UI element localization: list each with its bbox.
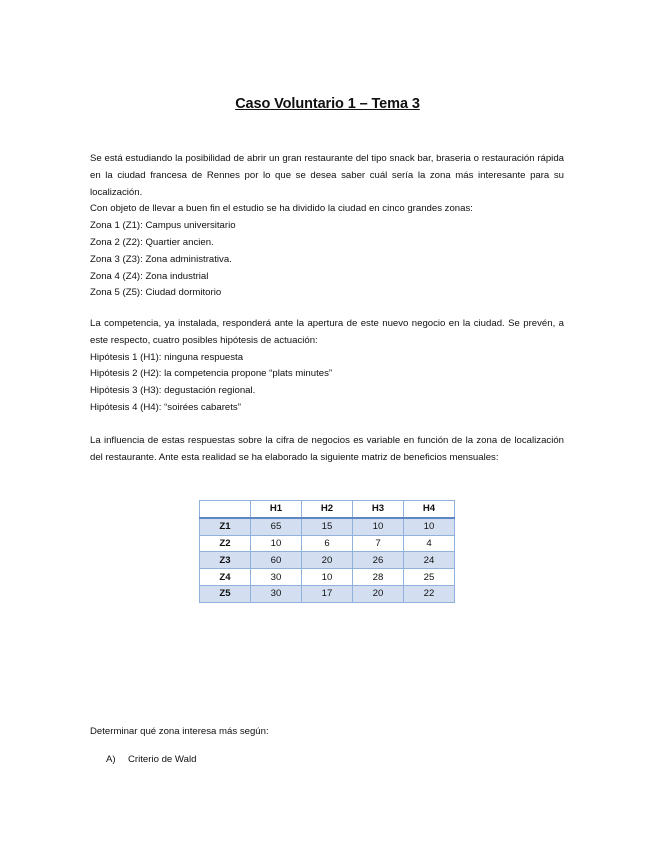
table-cell: 65 (251, 518, 302, 535)
zone-item-4: Zona 4 (Z4): Zona industrial (90, 270, 209, 282)
table-header-cell (200, 501, 251, 518)
benefits-table (199, 500, 455, 603)
table-row (200, 585, 455, 602)
table-header-cell: H3 (353, 501, 404, 518)
hypothesis-item-2: Hipótesis 2 (H2): la competencia propone “plats minutes” (90, 368, 333, 380)
zone-item-5: Zona 5 (Z5): Ciudad dormitorio (90, 287, 222, 299)
table-header-cell: H1 (251, 501, 302, 518)
table-cell: 24 (404, 552, 455, 569)
table-cell: 26 (353, 552, 404, 569)
table-cell: 17 (302, 585, 353, 602)
intro-section (90, 151, 564, 302)
table-row (200, 535, 455, 552)
table-cell: 10 (302, 569, 353, 586)
table-cell: 25 (404, 569, 455, 586)
option-item-a (106, 754, 196, 765)
row-label: Z5 (200, 585, 251, 602)
row-label: Z3 (200, 552, 251, 569)
question-text: Determinar qué zona interesa más según: (90, 726, 269, 737)
table-cell: 60 (251, 552, 302, 569)
zone-item-3: Zona 3 (Z3): Zona administrativa. (90, 253, 232, 265)
row-label: Z4 (200, 569, 251, 586)
table-row (200, 518, 455, 535)
document-title: Caso Voluntario 1 – Tema 3 (235, 96, 420, 112)
competition-paragraph: La competencia, ya instalada, responderá ante la apertura de este nuevo negocio en la ciudad. Se prevén, a este respecto, cuatro posibles hipótesis de actuación: (90, 318, 564, 346)
table-row (200, 552, 455, 569)
table-row (200, 569, 455, 586)
division-text: Con objeto de llevar a buen fin el estudio se ha dividido la ciudad en cinco grandes zonas: (90, 203, 473, 215)
table-cell: 30 (251, 569, 302, 586)
table-header-cell: H2 (302, 501, 353, 518)
table-cell: 30 (251, 585, 302, 602)
row-label: Z2 (200, 535, 251, 552)
table-header-row (200, 501, 455, 518)
intro-paragraph: Se está estudiando la posibilidad de abrir un gran restaurante del tipo snack bar, braseria o restauración rápida en la ciudad francesa de Rennes por lo que se desea saber cuál sería la zona más interesante para su localización. (90, 153, 564, 198)
table-header-cell: H4 (404, 501, 455, 518)
influence-section (90, 433, 564, 467)
table-cell: 20 (302, 552, 353, 569)
hypothesis-item-3: Hipótesis 3 (H3): degustación regional. (90, 385, 256, 397)
table-cell: 20 (353, 585, 404, 602)
hypothesis-item-4: Hipótesis 4 (H4): “soirées cabarets” (90, 401, 241, 413)
table-cell: 7 (353, 535, 404, 552)
competition-section (90, 316, 564, 417)
option-letter: A) (106, 754, 116, 765)
table-cell: 15 (302, 518, 353, 535)
table-cell: 22 (404, 585, 455, 602)
option-text: Criterio de Wald (128, 754, 197, 765)
table-cell: 6 (302, 535, 353, 552)
table-cell: 10 (353, 518, 404, 535)
row-label: Z1 (200, 518, 251, 535)
hypothesis-item-1: Hipótesis 1 (H1): ninguna respuesta (90, 351, 244, 363)
table-cell: 28 (353, 569, 404, 586)
benefits-matrix (199, 500, 455, 603)
influence-paragraph: La influencia de estas respuestas sobre la cifra de negocios es variable en función de la zona de localización del restaurante. Ante esta realidad se ha elaborado la siguiente matriz de beneficios mensuales: (90, 435, 564, 463)
table-cell: 10 (404, 518, 455, 535)
zone-item-1: Zona 1 (Z1): Campus universitario (90, 220, 236, 232)
zone-item-2: Zona 2 (Z2): Quartier ancien. (90, 236, 214, 248)
table-cell: 4 (404, 535, 455, 552)
table-cell: 10 (251, 535, 302, 552)
